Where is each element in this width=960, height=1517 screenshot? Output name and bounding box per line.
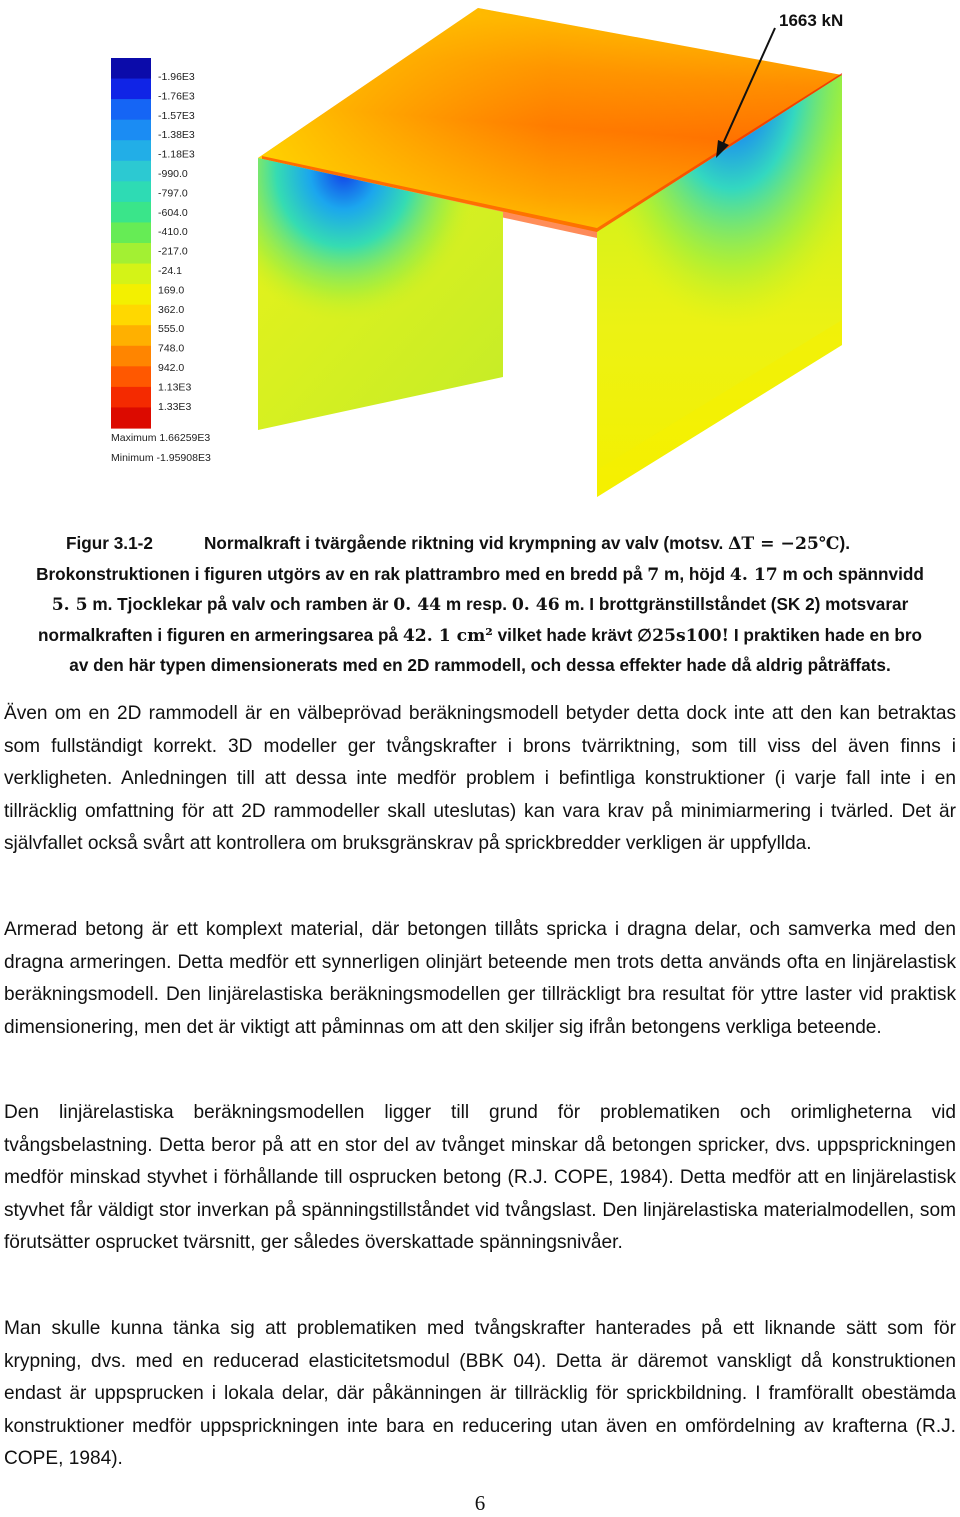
caption-math: 0. 44 — [393, 595, 442, 615]
legend-swatch — [111, 284, 151, 305]
caption-title: Normalkraft i tvärgående riktning vid krympning av valv (motsv. — [204, 533, 729, 553]
legend-value: -604.0 — [158, 206, 188, 219]
body-paragraph: Även om en 2D rammodell är en välbeprövad beräkningsmodell betyder detta dock inte att den kan betraktas som fullständigt korrekt. 3D modeller ger tvångskrafter i brons tvärriktning, som till viss del även finns i verkligheten. Anledningen till att dessa inte medför problem i befintliga konstruktioner (i varje fall inte i en tillräcklig omfattning för att 2D rammodeller skall uteslutas) kan vara krav på minimiarmering i tvärled. Det är självfallet också svårt att kontrollera om bruksgränskrav på sprickbredder verkligen är uppfyllda. — [4, 703, 956, 854]
caption-math: 0. 46 — [511, 595, 560, 615]
caption-text: I praktiken hade en bro — [729, 624, 923, 645]
legend-swatch — [111, 222, 151, 243]
legend-value: -24.1 — [158, 265, 182, 277]
legend-maximum: Maximum 1.66259E3 — [111, 432, 211, 444]
legend-swatch — [111, 305, 151, 326]
caption-text: m. I brottgränstillståndet (SK 2) motsvarar — [559, 594, 909, 614]
legend-swatch — [111, 264, 151, 285]
frame-model — [258, 8, 842, 497]
legend-value: -797.0 — [158, 187, 188, 200]
body-paragraph: Den linjärelastiska beräkningsmodellen ligger till grund för problematiken och orimligheterna vid tvångsbelastning. Detta beror på att en stor del av tvånget minskar då betongen spricker, dvs. uppsprickningen medför minskad styvhet i förhållande till osprucken betong (R.J. COPE, 1984). Detta medför att en linjärelastisk styvhet får väldigt stor inverkan på spänningstillståndet vid tvångslast. Den linjärelastiska materialmodellen, som förutsätter osprucket tvärsnitt, ger således överskattade spänningsnivåer. — [4, 1102, 956, 1253]
legend-swatch — [111, 407, 151, 428]
legend-value: 748.0 — [158, 342, 185, 355]
legend-swatch — [111, 346, 151, 367]
legend-value: 942.0 — [158, 362, 185, 374]
legend-swatch — [111, 243, 151, 264]
legend-value: -1.96E3 — [158, 71, 195, 83]
legend-value: -1.57E3 — [158, 109, 195, 122]
legend-swatch — [111, 181, 151, 202]
caption-delta-t: ΔT = −25℃ — [728, 534, 840, 554]
caption-text: vilket hade krävt — [492, 624, 638, 645]
caption-text: normalkraften i figuren en armeringsarea på — [37, 624, 403, 645]
caption-text: av den här typen dimensionerats med en 2D rammodell, och dessa effekter hade då aldrig påträffats. — [69, 655, 891, 675]
legend-swatch — [111, 202, 151, 223]
legend-value: -410.0 — [158, 226, 188, 239]
legend-value: 362.0 — [158, 303, 185, 316]
legend-swatch — [111, 366, 151, 387]
fe-contour-figure — [0, 0, 960, 510]
body-paragraph: Man skulle kunna tänka sig att problematiken med tvångskrafter hanterades på ett liknande sätt som för krypning, dvs. med en reducerad elasticitetsmodul (BBK 04). Detta är däremot vanskligt då konstruktionen endast är uppsprucken i lokala delar, där påkänningen är tillräcklig för sprickbildning. I framförallt obestämda konstruktioner medför uppsprickningen inte bara en reducering utan även en omfördelning av krafterna (R.J. COPE, 1984). — [4, 1318, 956, 1469]
legend-swatch — [111, 58, 151, 79]
caption-math: ∅25s100! — [637, 625, 730, 646]
caption-text: m. Tjocklekar på valv och ramben är — [87, 594, 394, 614]
figure-caption — [4, 529, 956, 681]
legend-minimum: Minimum -1.95908E3 — [111, 452, 211, 464]
legend-swatch — [111, 325, 151, 346]
legend-swatch — [111, 387, 151, 408]
caption-text: m resp. — [441, 594, 512, 614]
caption-text: Brokonstruktionen i figuren utgörs av en rak plattrambro med en bredd på — [36, 563, 648, 584]
legend-swatch — [111, 161, 151, 182]
annotation-label: 1663 kN — [779, 11, 844, 30]
caption-math: 42. 1 cm² — [402, 625, 493, 646]
caption-text: m och spännvidd — [777, 563, 924, 584]
caption-title-end: ). — [839, 533, 850, 553]
legend-value: 169.0 — [158, 284, 185, 297]
legend-value: -217.0 — [158, 245, 188, 258]
legend-swatch — [111, 120, 151, 141]
caption-math: 5. 5 — [51, 595, 88, 615]
legend-swatch — [111, 140, 151, 161]
legend-value: 1.33E3 — [158, 400, 192, 413]
legend-swatch — [111, 99, 151, 120]
legend-labels — [158, 71, 195, 413]
caption-math: 7 — [647, 564, 660, 585]
legend-value: -1.38E3 — [158, 129, 195, 142]
page-number: 6 — [474, 1491, 486, 1515]
caption-text: m, höjd — [659, 563, 730, 584]
legend-color-bar — [111, 58, 151, 429]
body-paragraph: Armerad betong är ett komplext material, där betongen tillåts spricka i dragna delar, och samverka med den dragna armeringen. Detta medför ett synnerligen olinjärt beteende men trots detta används ofta en linjärelastisk beräkningsmodell. Den linjärelastiska beräkningsmodellen ger tillräckligt bra resultat för yttre laster vid praktisk dimensionering, men det är viktigt att påminnas om att den skiljer sig ifrån betongens verkliga beteende. — [4, 919, 956, 1038]
caption-math: 4. 17 — [729, 564, 778, 585]
legend-swatch — [111, 79, 151, 100]
legend-value: 555.0 — [158, 323, 185, 336]
caption-label: Figur 3.1-2 — [66, 533, 153, 553]
legend-value: -990.0 — [158, 168, 188, 180]
legend-value: -1.76E3 — [158, 90, 195, 103]
legend-value: 1.13E3 — [158, 381, 192, 394]
legend-value: -1.18E3 — [158, 148, 195, 161]
